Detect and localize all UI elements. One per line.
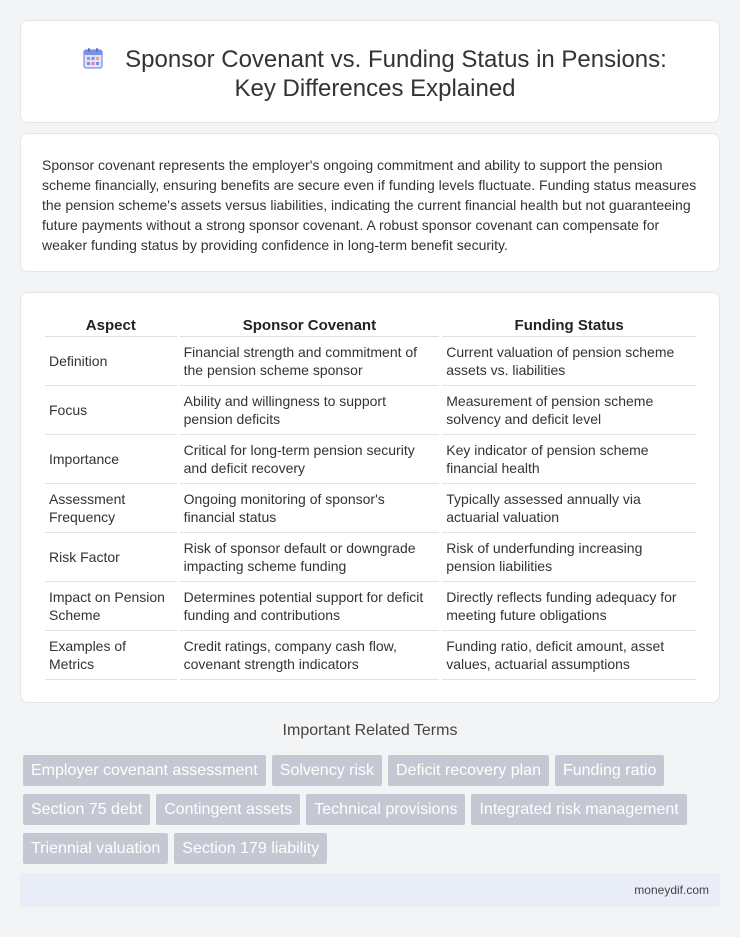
related-terms-title: Important Related Terms — [282, 722, 458, 739]
header-funding-status: Funding Status — [442, 315, 696, 337]
related-term-tag[interactable]: Employer covenant assessment — [23, 755, 266, 786]
header-aspect: Aspect — [45, 315, 177, 337]
cell-funding-status: Risk of underfunding increasing pension liabilities — [442, 533, 696, 582]
cell-sponsor-covenant: Credit ratings, company cash flow, covenant strength indicators — [180, 631, 440, 680]
page-title-wrap — [61, 45, 689, 103]
cell-funding-status: Typically assessed annually via actuarial valuation — [442, 484, 696, 533]
cell-sponsor-covenant: Ongoing monitoring of sponsor's financial status — [180, 484, 440, 533]
cell-aspect: Risk Factor — [45, 533, 177, 582]
footer-bar — [20, 873, 720, 907]
table-row — [45, 582, 696, 631]
related-term-tag[interactable]: Deficit recovery plan — [388, 755, 549, 786]
comparison-table — [42, 315, 699, 680]
cell-sponsor-covenant: Ability and willingness to support pension deficits — [180, 386, 440, 435]
intro-card — [20, 133, 720, 272]
cell-aspect: Focus — [45, 386, 177, 435]
cell-aspect: Importance — [45, 435, 177, 484]
related-terms-list — [20, 753, 720, 870]
cell-sponsor-covenant: Determines potential support for deficit funding and contributions — [180, 582, 440, 631]
related-term-tag[interactable]: Triennial valuation — [23, 833, 168, 864]
title-card — [20, 20, 720, 123]
related-term-tag[interactable]: Integrated risk management — [471, 794, 686, 825]
table-row — [45, 484, 696, 533]
cell-funding-status: Directly reflects funding adequacy for meeting future obligations — [442, 582, 696, 631]
intro-paragraph: Sponsor covenant represents the employer's ongoing commitment and ability to support the pension scheme financially, ensuring benefits are secure even if funding levels fluctuate. Funding status measures the pension scheme's assets versus liabilities, indicating the current financial health but not guaranteeing future payments without a strong sponsor covenant. A robust sponsor covenant can compensate for weaker funding status by providing confidence in long-term benefit security. — [42, 157, 697, 253]
table-row — [45, 386, 696, 435]
cell-funding-status: Funding ratio, deficit amount, asset values, actuarial assumptions — [442, 631, 696, 680]
related-term-tag[interactable]: Section 75 debt — [23, 794, 150, 825]
cell-funding-status: Key indicator of pension scheme financial health — [442, 435, 696, 484]
comparison-card — [20, 292, 720, 703]
page-title: Sponsor Covenant vs. Funding Status in Pensions: Key Differences Explained — [125, 46, 667, 102]
footer-site-link[interactable]: moneydif.com — [634, 883, 709, 897]
related-term-tag[interactable]: Contingent assets — [156, 794, 300, 825]
cell-funding-status: Measurement of pension scheme solvency and deficit level — [442, 386, 696, 435]
related-term-tag[interactable]: Solvency risk — [272, 755, 382, 786]
table-row — [45, 435, 696, 484]
table-row — [45, 533, 696, 582]
cell-funding-status: Current valuation of pension scheme assets vs. liabilities — [442, 337, 696, 386]
header-sponsor-covenant: Sponsor Covenant — [180, 315, 440, 337]
cell-sponsor-covenant: Critical for long-term pension security and deficit recovery — [180, 435, 440, 484]
cell-sponsor-covenant: Risk of sponsor default or downgrade impacting scheme funding — [180, 533, 440, 582]
related-term-tag[interactable]: Technical provisions — [306, 794, 465, 825]
related-term-tag[interactable]: Section 179 liability — [174, 833, 327, 864]
cell-aspect: Impact on Pension Scheme — [45, 582, 177, 631]
table-row — [45, 631, 696, 680]
table-row — [45, 337, 696, 386]
related-term-tag[interactable]: Funding ratio — [555, 755, 664, 786]
table-header-row — [45, 315, 696, 337]
calendar-grid-icon — [83, 47, 103, 69]
cell-aspect: Examples of Metrics — [45, 631, 177, 680]
cell-aspect: Definition — [45, 337, 177, 386]
cell-aspect: Assessment Frequency — [45, 484, 177, 533]
cell-sponsor-covenant: Financial strength and commitment of the pension scheme sponsor — [180, 337, 440, 386]
